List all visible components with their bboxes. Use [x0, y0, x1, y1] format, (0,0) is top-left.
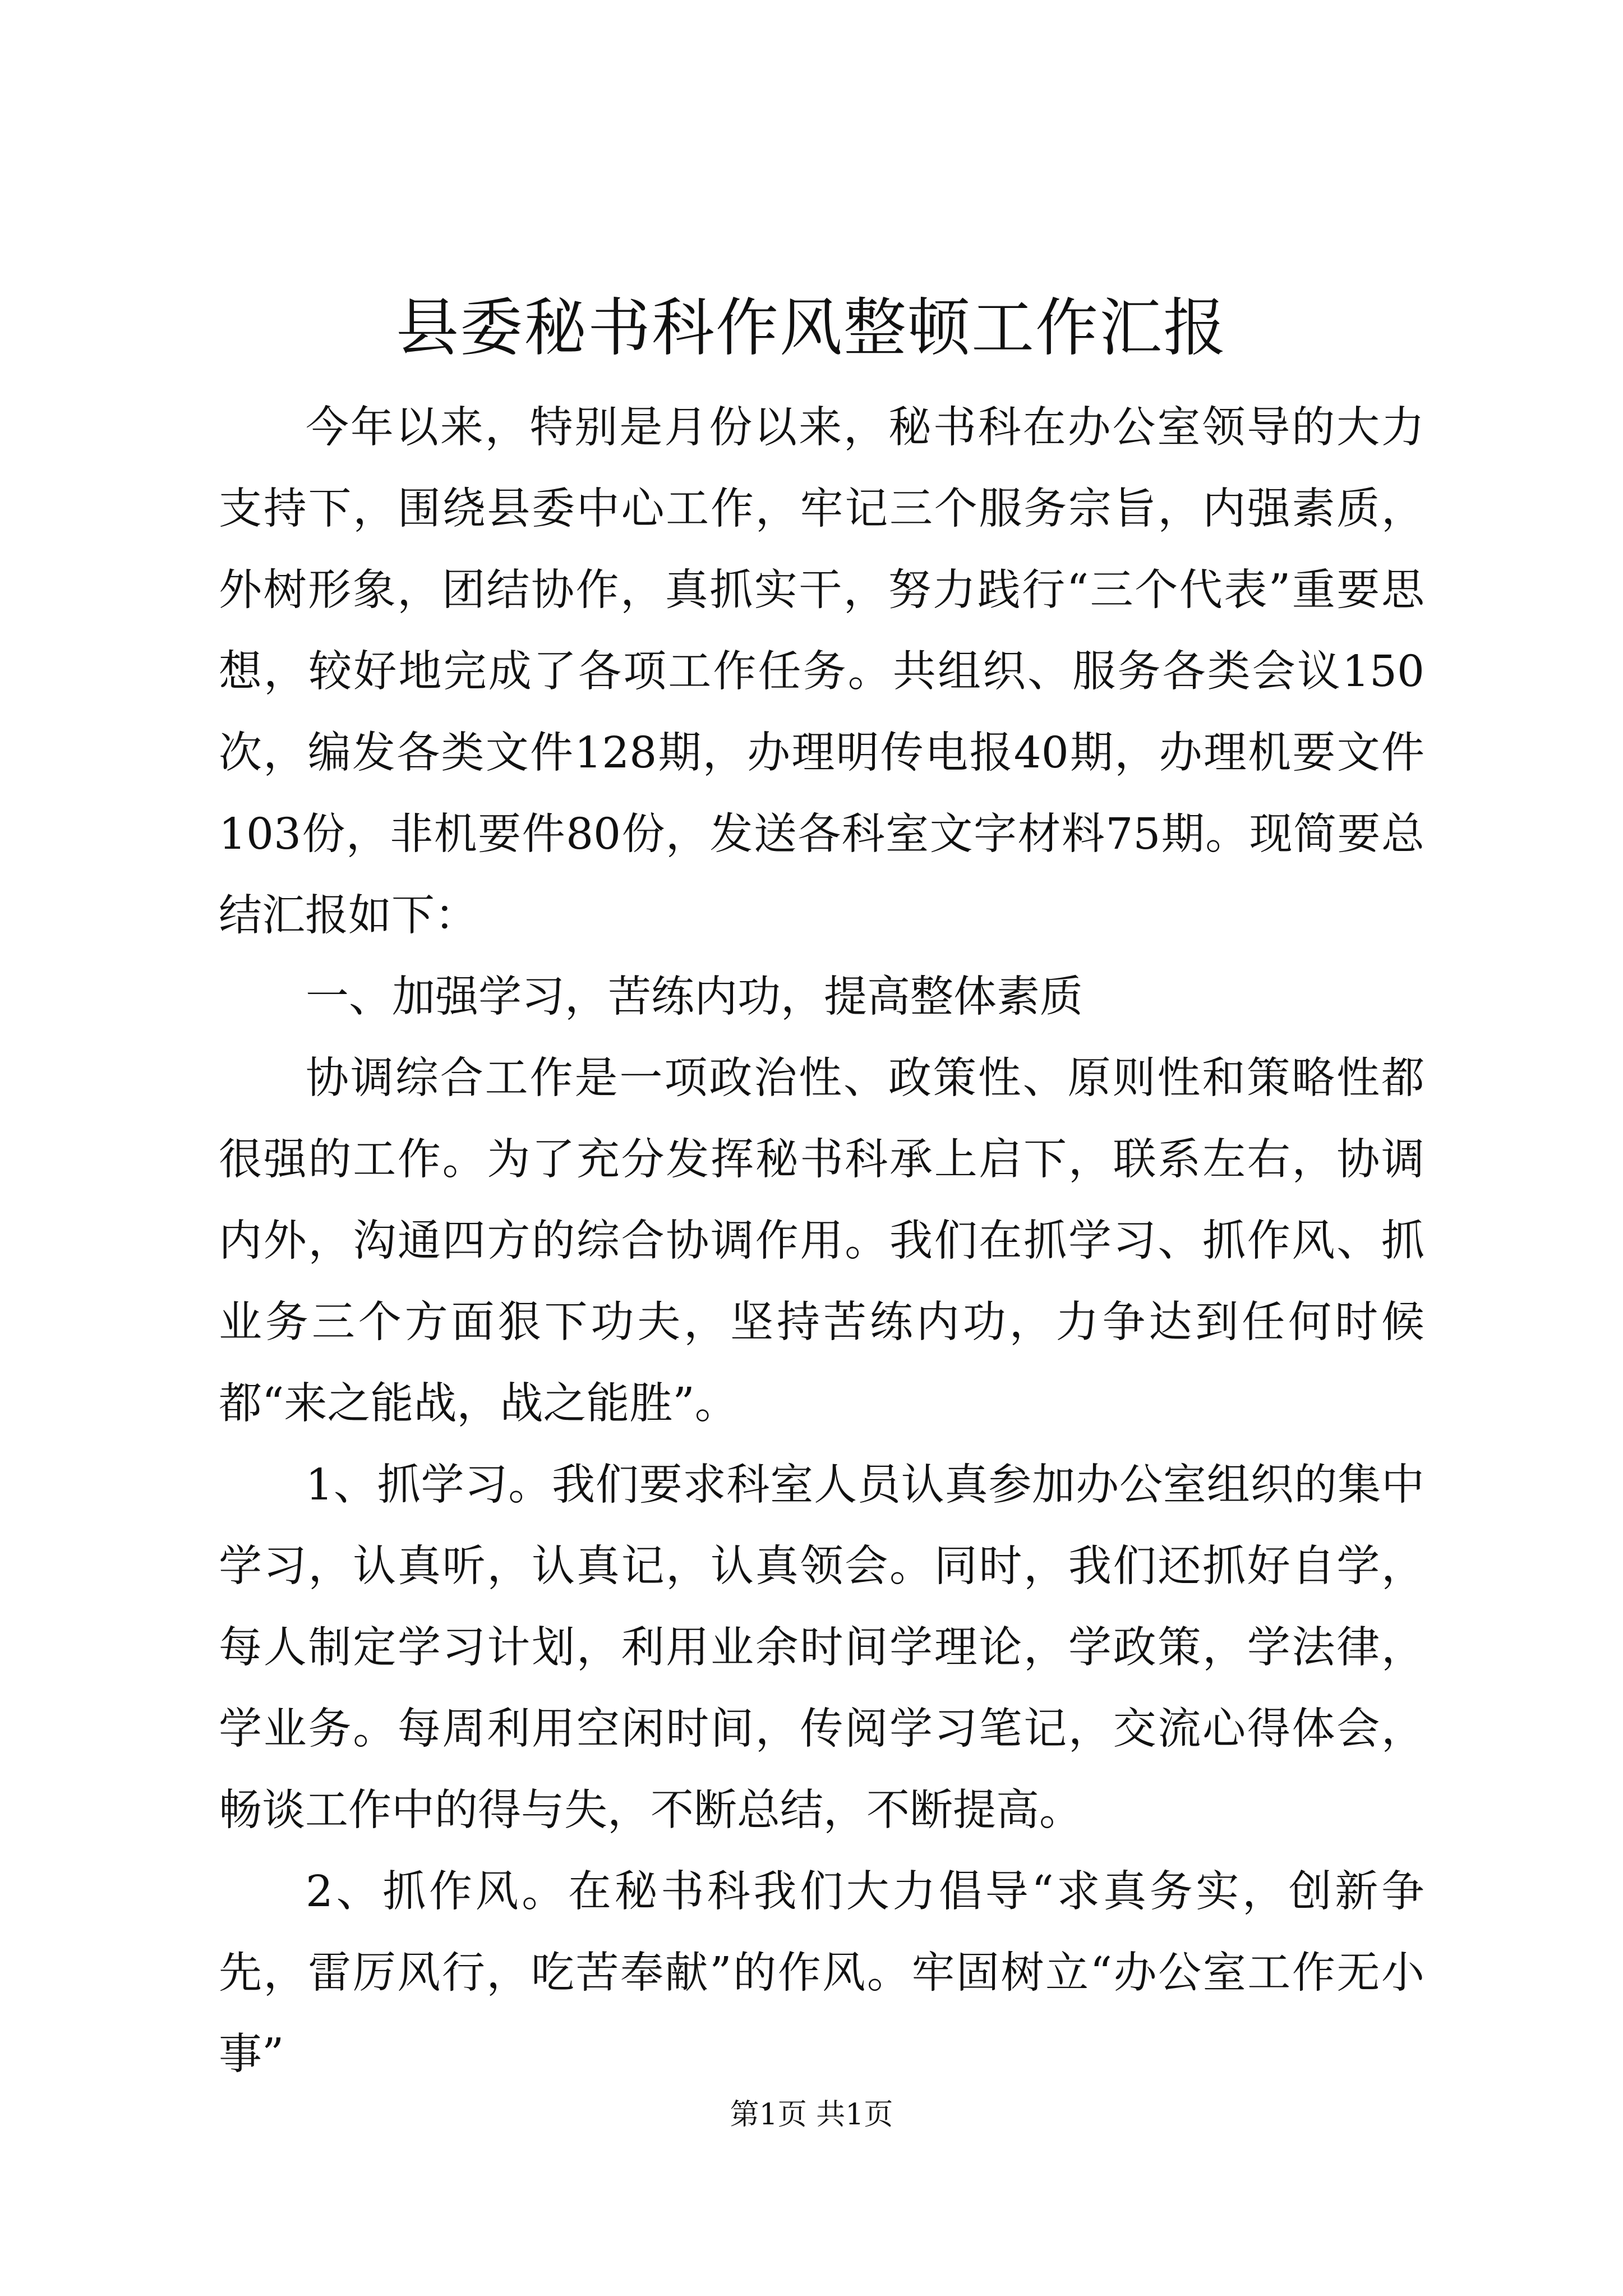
paragraph-coordination: 协调综合工作是一项政治性、政策性、原则性和策略性都很强的工作。为了充分发挥秘书科承上启下，联系左右，协调内外，沟通四方的综合协调作用。我们在抓学习、抓作风、抓业务三个方面狠下功夫，坚持苦练内功，力争达到任何时候都“来之能战，战之能胜”。 [219, 1053, 1424, 1429]
document-title: 县委秘书科作风整顿工作汇报 [396, 292, 1227, 365]
paragraph-style: 2、抓作风。在秘书科我们大力倡导“求真务实，创新争先，雷厉风行，吃苦奉献”的作风。牢固树立“办公室工作无小事” [219, 1867, 1424, 2079]
paragraph-intro: 今年以来，特别是月份以来，秘书科在办公室领导的大力支持下，围绕县委中心工作，牢记三个服务宗旨，内强素质，外树形象，团结协作，真抓实干，努力践行“三个代表”重要思想，较好地完成了各项工作任务。共组织、服务各类会议150次，编发各类文件128期，办理明传电报40期，办理机要文件103份，非机要件80份，发送各科室文字材料75期。现简要总结汇报如下： [219, 403, 1424, 941]
paragraph-study: 1、抓学习。我们要求科室人员认真参加办公室组织的集中学习，认真听，认真记，认真领会。同时，我们还抓好自学，每人制定学习计划，利用业余时间学理论，学政策，学法律，学业务。每周利用空闲时间，传阅学习笔记，交流心得体会，畅谈工作中的得与失，不断总结，不断提高。 [219, 1460, 1424, 1835]
document-body [219, 387, 1424, 2095]
page-footer: 第1页 共1页 [730, 2098, 893, 2132]
section-heading-1: 一、加强学习，苦练内功，提高整体素质 [306, 972, 1083, 1022]
